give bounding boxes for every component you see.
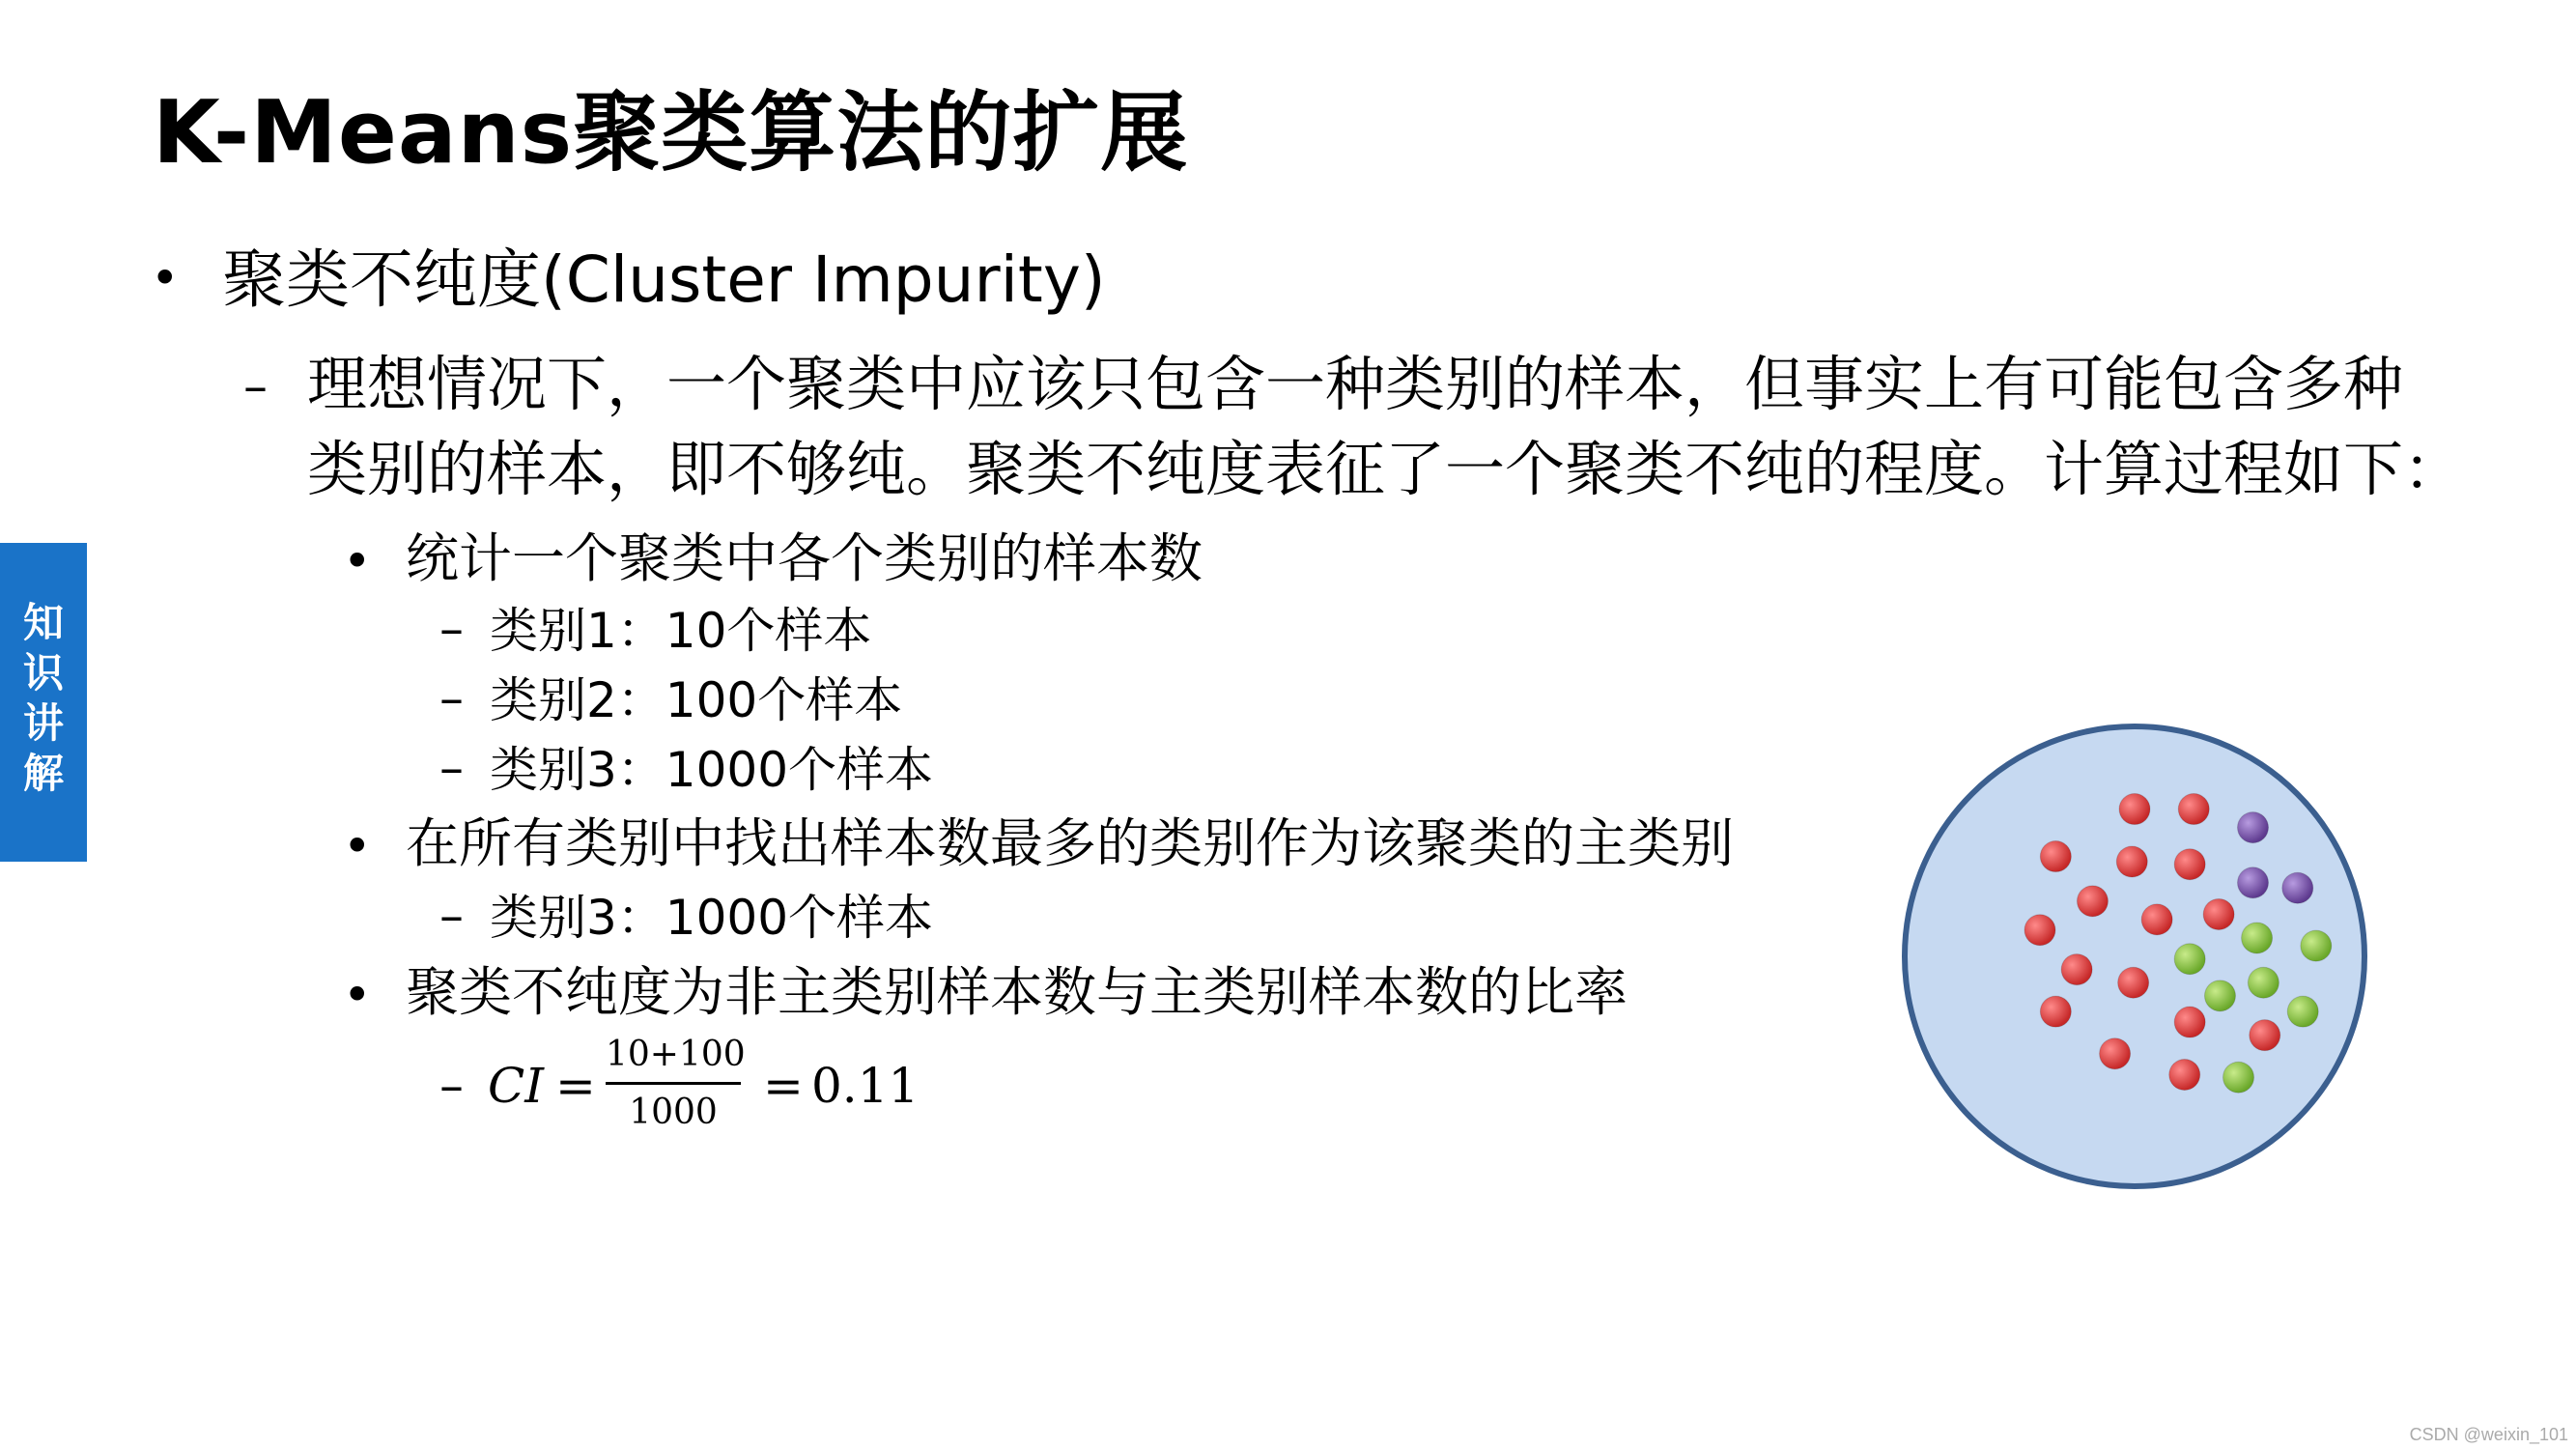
dash-marker: – (439, 1058, 464, 1114)
red-sample-dot (2169, 1060, 2200, 1091)
green-sample-dot (2242, 923, 2273, 953)
red-sample-dot (2100, 1038, 2131, 1069)
bullet-dot: • (343, 818, 372, 874)
purple-sample-dot (2282, 872, 2313, 903)
bullet-dot: • (343, 967, 372, 1023)
side-tab-char: 讲 (22, 699, 64, 747)
fraction-bar (606, 1082, 741, 1085)
step-impurity-ratio: 聚类不纯度为非主类别样本数与主类别样本数的比率 (406, 961, 1628, 1023)
dash-marker: – (439, 670, 464, 726)
side-tab-char: 解 (22, 750, 64, 797)
category-count-item: 类别3：1000个样本 (490, 742, 934, 798)
green-sample-dot (2301, 930, 2332, 961)
red-sample-dot (2178, 794, 2209, 825)
bullet-dot: • (151, 250, 180, 306)
red-sample-dot (2040, 841, 2071, 872)
side-tab-char: 知 (22, 599, 64, 646)
red-sample-dot (2174, 1007, 2205, 1037)
red-sample-dot (2118, 967, 2149, 998)
red-sample-dot (2174, 849, 2205, 880)
red-sample-dot (2250, 1020, 2280, 1051)
green-sample-dot (2287, 996, 2318, 1027)
green-sample-dot (2248, 967, 2279, 998)
purple-sample-dot (2238, 812, 2269, 843)
dash-marker: – (439, 601, 464, 657)
red-sample-dot (2141, 904, 2172, 935)
main-category-item: 类别3：1000个样本 (490, 890, 934, 946)
description-line-1: 理想情况下，一个聚类中应该只包含一种类别的样本，但事实上有可能包含多种 (307, 349, 2404, 419)
watermark: CSDN @weixin_101 (2409, 1425, 2568, 1444)
bullet-dot: • (343, 533, 372, 589)
formula-numerator: 10+100 (606, 1035, 746, 1074)
step-count-samples: 统计一个聚类中各个类别的样本数 (406, 527, 1203, 589)
formula-lhs: CI (488, 1058, 545, 1114)
formula-result: 0.11 (811, 1058, 920, 1114)
dash-marker: – (439, 888, 464, 944)
green-sample-dot (2174, 944, 2205, 975)
green-sample-dot (2204, 980, 2235, 1011)
formula-equals: = (555, 1058, 596, 1114)
step-find-main-category: 在所有类别中找出样本数最多的类别作为该聚类的主类别 (406, 812, 1735, 874)
formula-equals: = (763, 1058, 804, 1114)
category-count-item: 类别1：10个样本 (490, 603, 872, 659)
category-count-item: 类别2：100个样本 (490, 672, 903, 728)
green-sample-dot (2223, 1062, 2254, 1093)
red-sample-dot (2203, 898, 2234, 929)
side-tab-char: 识 (22, 649, 64, 696)
page-title: K-Means聚类算法的扩展 (153, 82, 1189, 184)
dash-marker: – (243, 358, 268, 414)
formula-denominator: 1000 (629, 1093, 718, 1132)
purple-sample-dot (2238, 867, 2269, 898)
dash-marker: – (439, 740, 464, 796)
cluster-illustration (1898, 720, 2371, 1193)
red-sample-dot (2040, 996, 2071, 1027)
red-sample-dot (2119, 794, 2150, 825)
description-line-2: 类别的样本，即不够纯。聚类不纯度表征了一个聚类不纯的程度。计算过程如下： (307, 434, 2464, 504)
red-sample-dot (2061, 954, 2092, 985)
red-sample-dot (2077, 886, 2108, 917)
red-sample-dot (2116, 846, 2147, 877)
side-tab (0, 543, 87, 862)
red-sample-dot (2024, 915, 2055, 946)
bullet-cluster-impurity: 聚类不纯度(Cluster Impurity) (222, 242, 1106, 317)
